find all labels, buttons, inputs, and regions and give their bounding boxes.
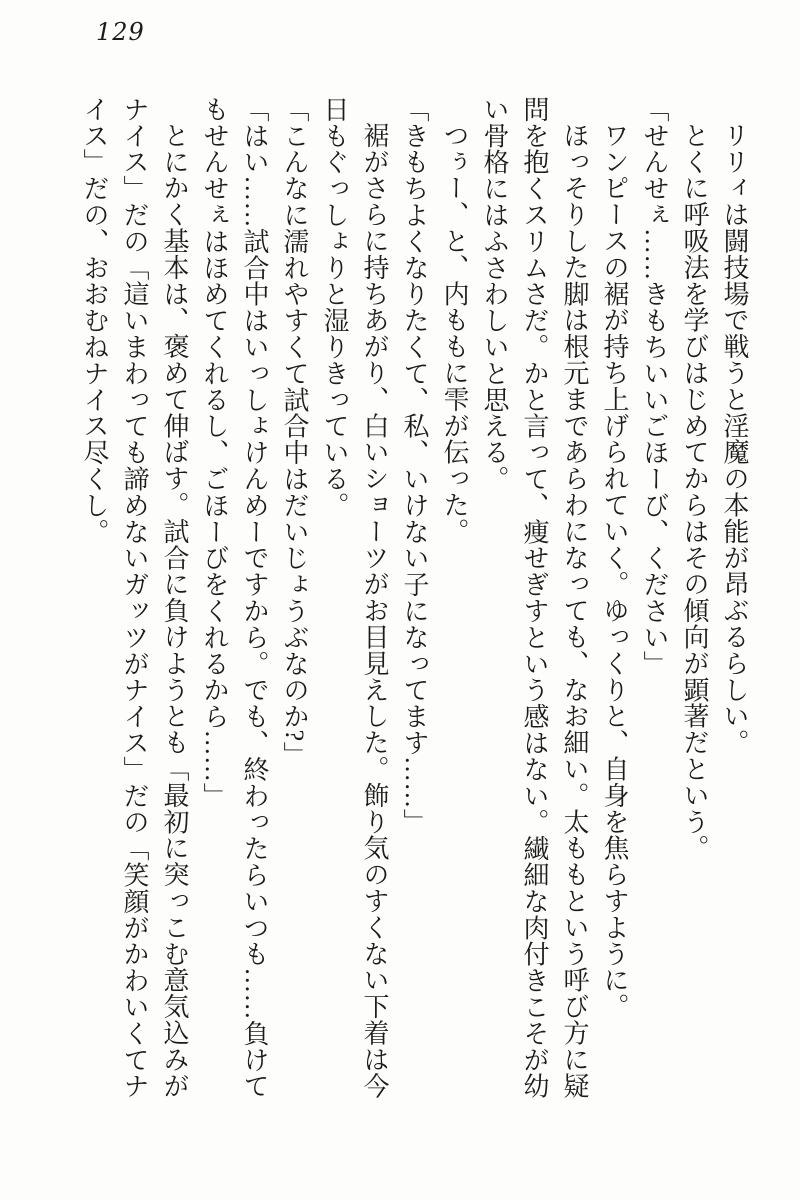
paragraph-10: 「はい……試合中はいっしょけんめーですから。でも、終わったらいつも……負けてもせんせぇはほめてくれるし、ごほーびをくれるから……」 [200,96,269,1100]
paragraph-9: 「こんなに濡れやすくて試合中はだいじょうぶなのか?」 [280,96,309,768]
paragraph-7: 「きもちよくなりたくて、私、いけない子になってます……」 [400,96,429,836]
paragraph-3: 「せんせぇ……きもちいいごほーび、ください」 [640,96,669,677]
paragraph-6: つぅー、と、内ももに雫が伝った。 [440,122,469,545]
paragraph-8: 裾がさらに持ちあがり、白いショーツがお目見えした。飾り気のすくない下着は今日もぐっしょりと湿りきっている。 [320,96,389,1099]
page-number: 129 [96,18,145,46]
paragraph-1: リリィは闘技場で戦うと淫魔の本能が昂ぶるらしい。 [720,122,749,756]
paragraph-2: とくに呼吸法を学びはじめてからはその傾向が顕著だという。 [680,122,709,862]
paragraph-4: ワンピースの裾が持ち上げられていく。ゆっくりと、自身を焦らすように。 [600,122,629,1020]
paragraph-5: ほっそりした脚は根元まであらわになっても、なお細い。太ももという呼び方に疑問を抱くスリムさだ。かと言って、痩せぎすという感はない。繊細な肉付きこそが幼い骨格にはふさわしいと思える。 [480,96,589,1100]
text-block [74,96,754,1108]
paragraph-11: とにかく基本は、褒めて伸ばす。試合に負けようとも「最初に突っこむ意気込みがナイス」だの「這いまわっても諦めないガッツがナイス」だの「笑顔がかわいくてナイス」だの、おおむねナイス尽くし。 [80,96,189,1100]
